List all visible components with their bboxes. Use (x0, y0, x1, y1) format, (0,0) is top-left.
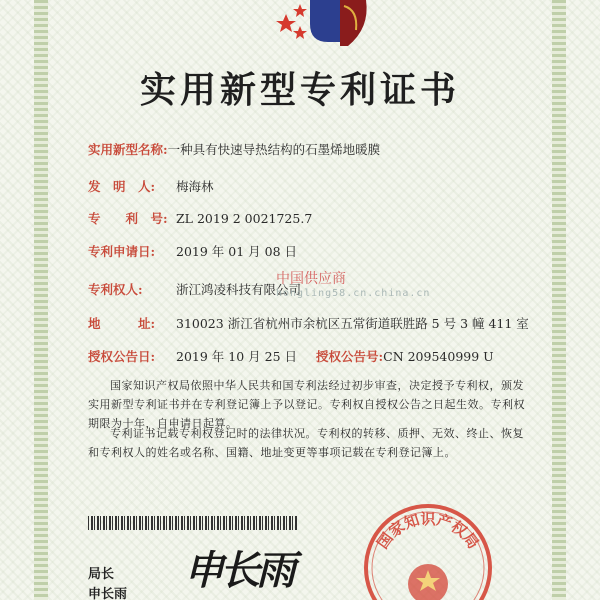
patent-office-emblem-icon (270, 0, 400, 52)
utility-model-name-row (88, 140, 380, 158)
filing-date-row (88, 242, 297, 260)
grant-number-value: CN 209540999 U (383, 349, 494, 364)
inventor-label: 发 明 人: (88, 179, 156, 194)
filing-date-label: 专利申请日: (88, 244, 156, 259)
patent-number-label: 专 利 号: (88, 211, 168, 226)
grant-date-label: 授权公告日: (88, 349, 156, 364)
right-border-decoration (552, 0, 566, 600)
certificate-body (48, 0, 552, 600)
svg-text:申长雨: 申长雨 (184, 548, 292, 594)
watermark (276, 268, 431, 299)
watermark-logo: 中国供应商 (276, 271, 346, 287)
address-value: 310023 浙江省杭州市余杭区五常街道联胜路 5 号 3 幢 411 室 (176, 316, 529, 331)
official-seal-icon (358, 498, 498, 600)
utility-model-name-value: 一种具有快速导热结构的石墨烯地暖膜 (167, 142, 381, 157)
patent-number-value: ZL 2019 2 0021725.7 (176, 211, 313, 226)
address-label: 地 址: (88, 316, 156, 331)
certificate-paragraph-2: 专利证书记载专利权登记时的法律状况。专利权的转移、质押、无效、终止、恢复和专利权人的姓名或名称、国籍、地址变更等事项记载在专利登记簿上。 (88, 427, 524, 459)
utility-model-name-label: 实用新型名称: (88, 142, 168, 157)
patentee-label: 专利权人: (88, 282, 143, 297)
inventor-value: 梅海林 (176, 179, 214, 194)
patentee-row (88, 280, 301, 298)
grant-date-value: 2019 年 10 月 25 日 (176, 349, 297, 364)
director-title-label: 局长 (88, 567, 115, 582)
certificate-title: 实用新型专利证书 (139, 70, 460, 111)
inventor-row (88, 177, 214, 195)
svg-text:国家知识产权局: 国家知识产权局 (373, 510, 483, 553)
patent-number-row (88, 209, 312, 227)
certificate-paragraph-1: 国家知识产权局依照中华人民共和国专利法经过初步审查，决定授予专利权，颁发实用新型专利证书并在专利登记簿上予以登记。专利权自授权公告之日起生效。专利权期限为十年，自申请日起算。 (88, 379, 525, 430)
director-signature (178, 540, 358, 596)
grant-number-label: 授权公告号: (316, 349, 384, 364)
patentee-value: 浙江鸿凌科技有限公司 (176, 282, 302, 297)
barcode (88, 516, 298, 530)
filing-date-value: 2019 年 01 月 08 日 (176, 244, 297, 259)
address-row (88, 314, 529, 332)
left-border-decoration (34, 0, 48, 600)
director-name-label: 申长雨 (88, 587, 128, 600)
grant-row (88, 347, 494, 365)
watermark-url: hongling58.cn.china.cn (276, 288, 431, 299)
